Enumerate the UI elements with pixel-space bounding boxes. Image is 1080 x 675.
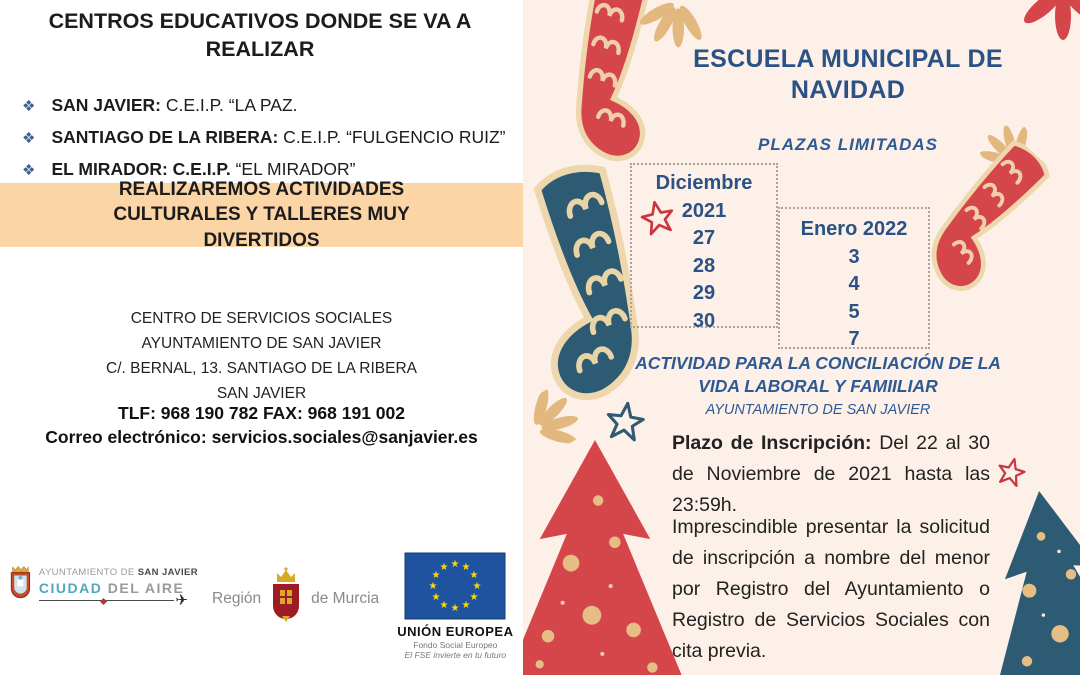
diamond-bullet-icon: ❖ [22,130,36,147]
december-date: 27 [692,227,716,249]
address-block [0,306,523,406]
svg-text:★: ★ [469,570,479,581]
murcia-crest-icon [266,564,306,634]
school-name: “EL MIRADOR” [230,159,356,179]
eu-subtitle: Fondo Social Europeo [413,640,498,650]
activities-banner: REALIZAREMOS ACTIVIDADES CULTURALES Y TALLERES MUY DIVERTIDOS [0,183,523,247]
event-title: ESCUELA MUNICIPAL DE NAVIDAD [693,45,1003,105]
red-tree-icon [523,440,685,675]
school-name: C.E.I.P. “LA PAZ. [161,95,298,115]
school-town: SANTIAGO DE LA RIBERA: [51,127,279,147]
activity-line3: AYUNTAMIENTO DE SAN JAVIER [705,402,931,418]
december-year: 2021 [681,199,727,222]
logos-row [8,550,513,660]
sj-name-label: SAN JAVIER [137,567,198,578]
svg-text:★: ★ [461,600,471,611]
registration-period-dates: Del 22 al 30 de Noviembre de 2021 hasta las 23:59h. [672,432,990,516]
svg-text:★: ★ [431,592,441,603]
murcia-logo [212,564,379,634]
eu-tagline: El FSE invierte en tu futuro [404,650,507,660]
december-dates-box [630,163,778,332]
svg-text:★: ★ [431,570,441,581]
svg-text:★: ★ [450,603,460,614]
eu-logo [397,552,513,660]
svg-text:★: ★ [450,559,460,570]
schools-list [22,90,512,186]
murcia-demurcia-label: de Murcia [311,590,380,607]
eu-flag-icon [404,552,506,620]
december-month: Diciembre [655,172,753,194]
runway-line [39,592,188,609]
january-date: 5 [848,300,860,323]
registration-period-label: Plazo de Inscripción: [672,432,872,454]
sanjavier-logo [8,550,198,618]
december-date: 29 [692,282,716,304]
activity-heading [598,352,1038,422]
svg-text:★: ★ [472,581,482,592]
diamond-bullet-icon: ❖ [22,98,36,115]
january-dates-box [778,207,930,349]
school-town: SAN JAVIER: [51,95,162,115]
december-date: 28 [692,254,716,277]
email-line: Correo electrónico: servicios.sociales@sanjavier.es [45,427,478,447]
svg-text:★: ★ [469,592,479,603]
red-star-icon [991,451,1031,496]
address-line: SAN JAVIER [216,385,307,402]
murcia-region-label: Región [212,590,262,607]
sanjavier-crest-icon [8,550,33,618]
eu-title: UNIÓN EUROPEA [397,624,514,639]
red-diamond-icon [100,598,107,605]
activity-line1: ACTIVIDAD PARA LA CONCILIACIÓN DE LA [635,353,1001,373]
school-name: C.E.I.P. “FULGENCIO RUIZ” [278,127,506,147]
svg-text:★: ★ [439,562,449,573]
address-line: C/. BERNAL, 13. SANTIAGO DE LA RIBERA [106,360,417,377]
january-header: Enero 2022 [800,218,908,240]
december-date: 30 [692,309,716,332]
page-title: CENTROS EDUCATIVOS DONDE SE VA A REALIZAR [48,9,472,61]
svg-text:★: ★ [439,600,449,611]
sj-aire-label: DEL AIRE [102,580,185,596]
registration-period-paragraph [672,428,990,521]
right-panel [523,0,1080,675]
phone-fax-line: TLF: 968 190 782 FAX: 968 191 002 [118,403,405,423]
list-item [22,122,512,154]
address-line: CENTRO DE SERVICIOS SOCIALES [130,310,393,327]
january-date: 3 [848,245,860,268]
activity-line2: VIDA LABORAL Y FAMIILIAR [698,376,938,396]
list-item [22,90,512,122]
sj-ciudad-label: CIUDAD [38,580,103,596]
svg-text:★: ★ [428,581,438,592]
registration-note-paragraph: Imprescindible presentar la solicitud de inscripción a nombre del menor por Registro del Ayuntamiento o Registro de Servicios Sociales con cita previa. [672,516,990,662]
january-date: 4 [848,273,860,295]
airplane-icon: ✈ [175,592,188,609]
svg-text:★: ★ [461,562,471,573]
address-line: AYUNTAMIENTO DE SAN JAVIER [141,335,382,352]
diamond-bullet-icon: ❖ [22,162,36,179]
school-town: EL MIRADOR: C.E.I.P. [51,159,231,179]
limited-places-label: PLAZAS LIMITADAS [757,135,938,154]
january-date: 7 [848,328,860,350]
left-panel [0,0,523,675]
sj-ayto-label: AYUNTAMIENTO DE [38,567,138,578]
sanjavier-logo-text [38,567,198,609]
